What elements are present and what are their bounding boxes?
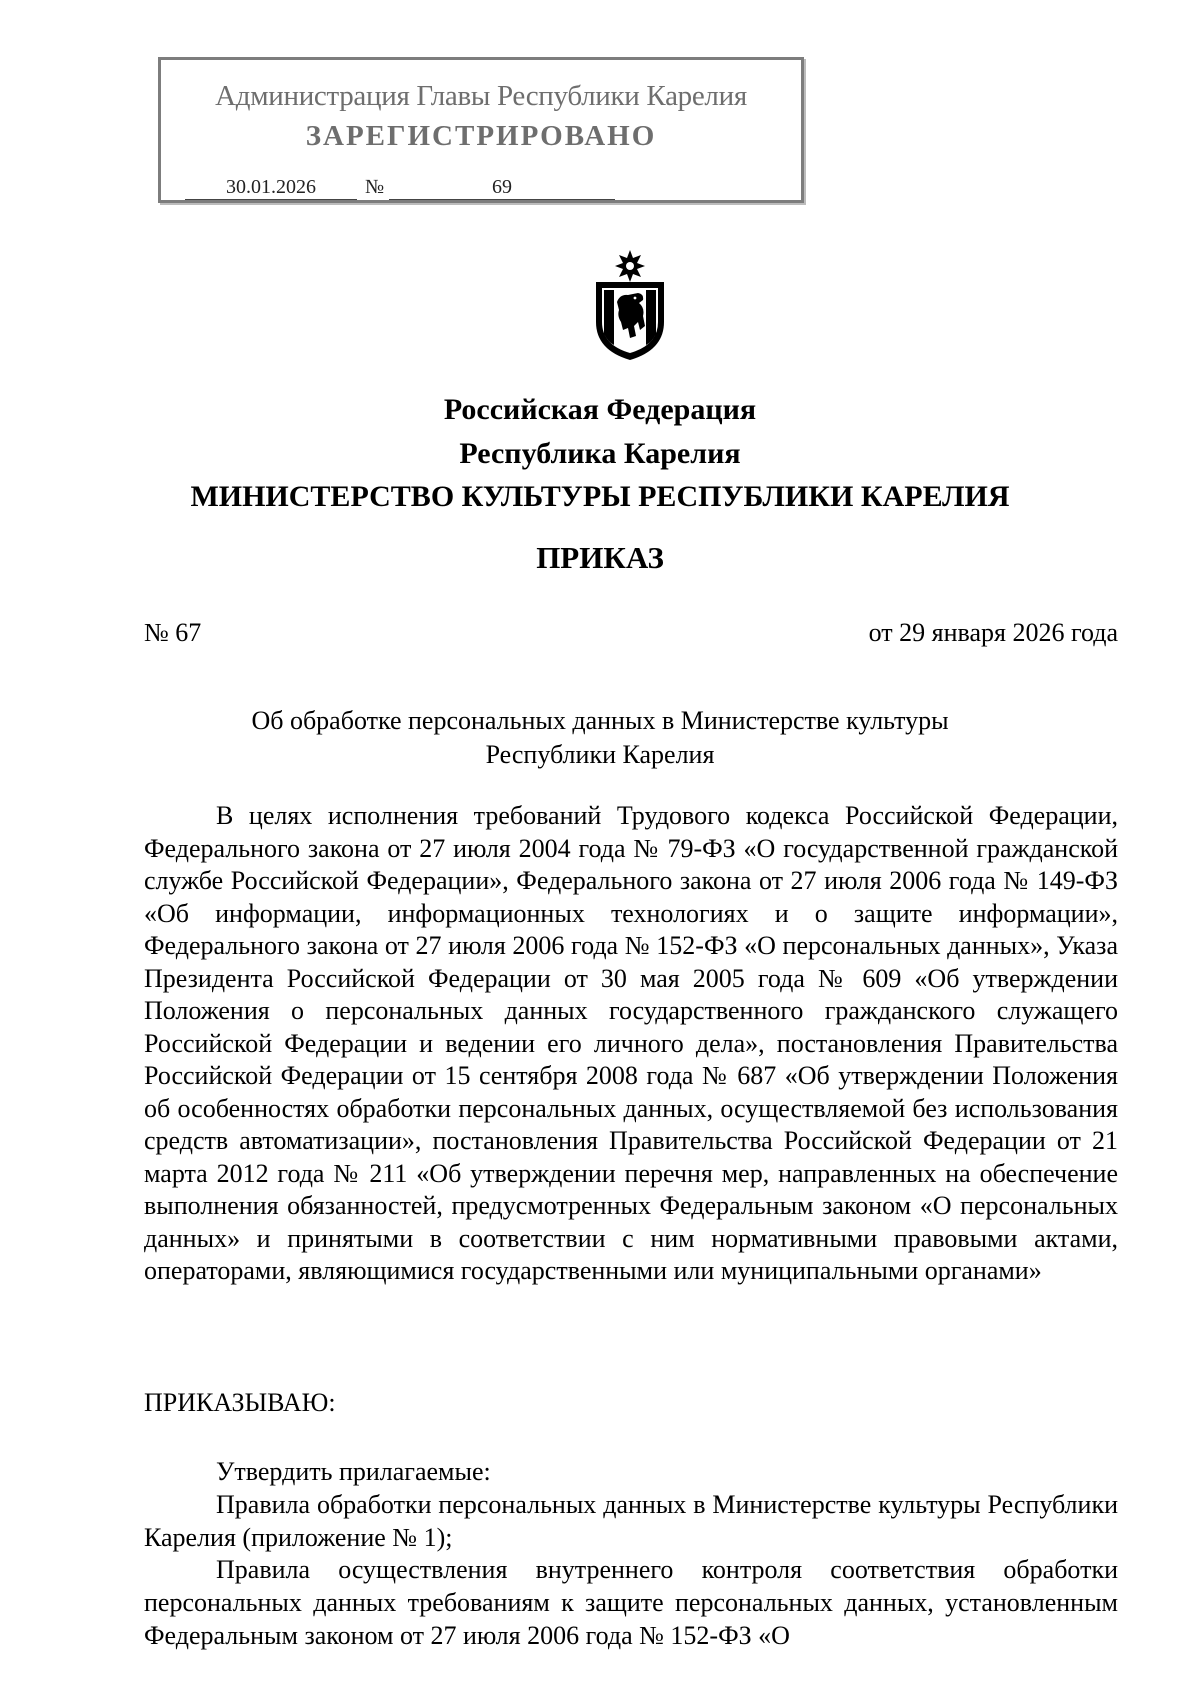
stamp-registration-line [185, 176, 765, 200]
decree-word: ПРИКАЗЫВАЮ: [144, 1388, 336, 1417]
order-number: № 67 [144, 618, 202, 647]
stamp-registered: ЗАРЕГИСТРИРОВАНО [305, 120, 657, 152]
order-subject [0, 704, 1200, 772]
document-type: ПРИКАЗ [536, 540, 664, 575]
country-title: Российская Федерация [443, 393, 757, 426]
order-items [144, 1456, 1118, 1653]
stamp-number-sign: № [365, 176, 385, 198]
order-date: от 29 января 2026 года [868, 618, 1118, 647]
order-item: Правила обработки персональных данных в Министерстве культуры Республики Карелия (приложение № 1); [144, 1489, 1118, 1552]
subject-line-1: Об обработке персональных данных в Министерстве культуры [251, 706, 949, 735]
order-item: Правила осуществления внутреннего контроля соответствия обработки персональных данных требованиям к защите персональных данных, установленным Федеральным законом от 27 июля 2006 года № 152-ФЗ «О [144, 1555, 1118, 1650]
ministry-title: МИНИСТЕРСТВО КУЛЬТУРЫ РЕСПУБЛИКИ КАРЕЛИЯ [190, 480, 1010, 513]
stamp-date: 30.01.2026 [185, 176, 357, 200]
stamp-authority: Администрация Главы Республики Карелия [215, 80, 747, 112]
stamp-number: 69 [389, 176, 615, 200]
region-title: Республика Карелия [459, 437, 741, 470]
preamble-paragraph: В целях исполнения требований Трудового кодекса Российской Федерации, Федерального закона от 27 июля 2004 года № 79-ФЗ «О государственной гражданской службе Российской Федерации», Федерального закона от 27 июля 2006 года № 149-ФЗ «Об информации, информационных технологиях и о защите информации», Федерального закона от 27 июля 2006 года № 152-ФЗ «О персональных данных», Указа Президента Российской Федерации от 30 мая 2005 года № 609 «Об утверждении Положения о персональных данных государственного гражданского служащего Российской Федерации и ведении его личного дела», постановления Правительства Российской Федерации от 15 сентября 2008 года № 687 «Об утверждении Положения об особенностях обработки персональных данных, осуществляемой без использования средств автоматизации», постановления Правительства Российской Федерации от 21 марта 2012 года № 211 «Об утверждении перечня мер, направленных на обеспечение выполнения обязанностей, предусмотренных Федеральным законом «О персональных данных» и принятыми в соответствии с ним нормативными правовыми актами, операторами, являющимися государственными или муниципальными органами» [144, 801, 1118, 1285]
order-item: Утвердить прилагаемые: [216, 1457, 491, 1486]
karelia-coat-of-arms-icon [590, 250, 670, 362]
registration-stamp [158, 57, 804, 203]
subject-line-2: Республики Карелия [485, 740, 715, 769]
